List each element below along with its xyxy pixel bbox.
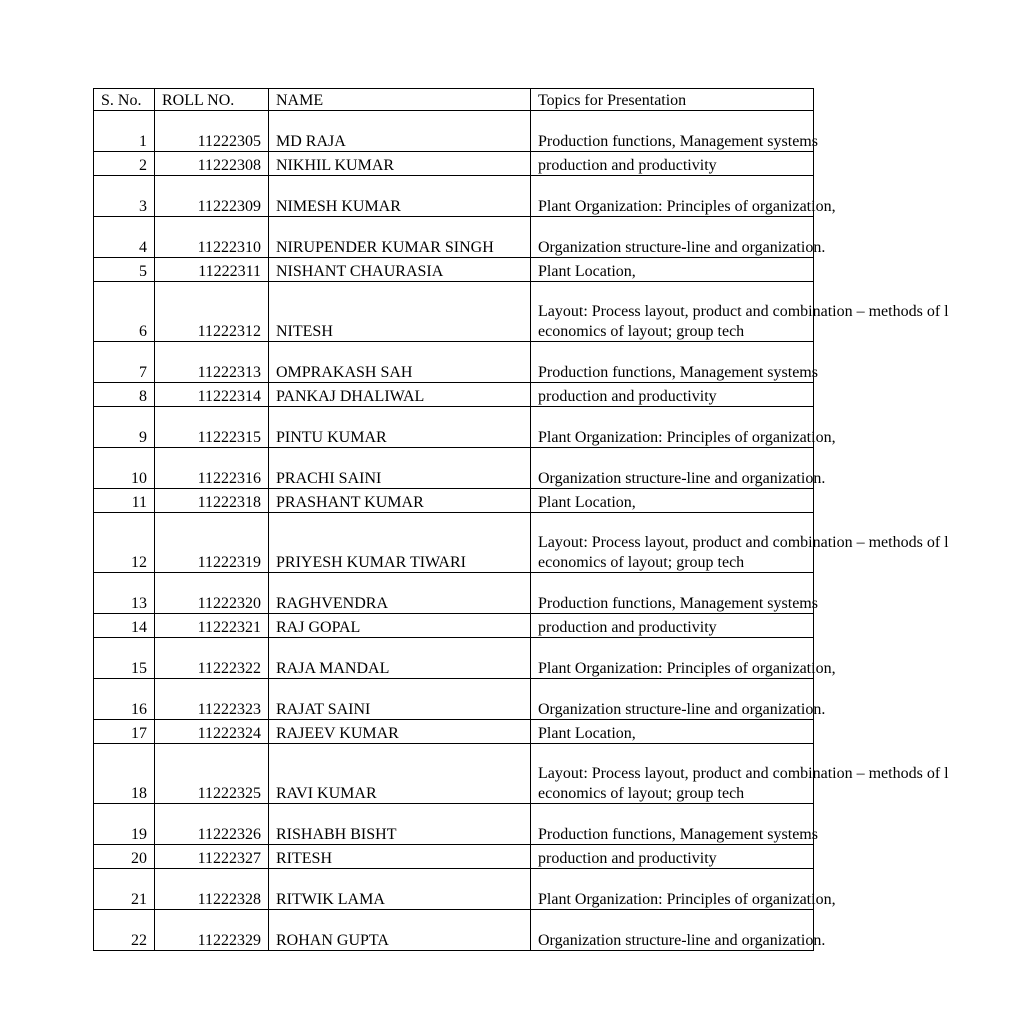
cell-name: RAJ GOPAL bbox=[269, 614, 531, 638]
header-roll-no: ROLL NO. bbox=[155, 89, 269, 111]
cell-sno: 11 bbox=[94, 489, 155, 513]
cell-roll-no: 11222323 bbox=[155, 679, 269, 720]
cell-topic bbox=[531, 176, 836, 217]
cell-topic bbox=[531, 407, 836, 448]
header-topics: Topics for Presentation bbox=[531, 89, 814, 111]
cell-topic bbox=[531, 111, 818, 152]
topic-text: Organization structure-line and organization. bbox=[538, 469, 826, 487]
cell-roll-no: 11222322 bbox=[155, 638, 269, 679]
cell-name: RAJEEV KUMAR bbox=[269, 720, 531, 744]
topic-text: Layout: Process layout, product and combination – methods of l economics of layout; group tech bbox=[538, 534, 949, 571]
cell-roll-no: 11222308 bbox=[155, 152, 269, 176]
table-row bbox=[94, 383, 814, 407]
cell-name: RAJA MANDAL bbox=[269, 638, 531, 679]
topic-text: production and productivity bbox=[538, 156, 717, 174]
table-row bbox=[94, 342, 814, 383]
cell-sno: 8 bbox=[94, 383, 155, 407]
cell-roll-no: 11222305 bbox=[155, 111, 269, 152]
topic-text: Layout: Process layout, product and combination – methods of l economics of layout; group tech bbox=[538, 765, 949, 802]
cell-roll-no: 11222309 bbox=[155, 176, 269, 217]
cell-sno: 5 bbox=[94, 258, 155, 282]
topic-text: production and productivity bbox=[538, 618, 717, 636]
cell-roll-no: 11222326 bbox=[155, 804, 269, 845]
cell-sno: 18 bbox=[94, 744, 155, 804]
cell-name: MD RAJA bbox=[269, 111, 531, 152]
cell-topic bbox=[531, 513, 949, 573]
cell-sno: 16 bbox=[94, 679, 155, 720]
table-row bbox=[94, 448, 814, 489]
cell-roll-no: 11222316 bbox=[155, 448, 269, 489]
topic-text: Production functions, Management systems bbox=[538, 825, 818, 843]
cell-sno: 22 bbox=[94, 910, 155, 951]
cell-sno: 17 bbox=[94, 720, 155, 744]
cell-topic bbox=[531, 573, 818, 614]
cell-roll-no: 11222325 bbox=[155, 744, 269, 804]
topic-text: Plant Location, bbox=[538, 724, 636, 742]
cell-topic bbox=[531, 804, 818, 845]
cell-name: OMPRAKASH SAH bbox=[269, 342, 531, 383]
cell-sno: 20 bbox=[94, 845, 155, 869]
cell-sno: 21 bbox=[94, 869, 155, 910]
cell-name: NITESH bbox=[269, 282, 531, 342]
cell-name: RISHABH BISHT bbox=[269, 804, 531, 845]
table-row bbox=[94, 845, 814, 869]
presentation-topics-table bbox=[93, 88, 949, 951]
topic-text: Organization structure-line and organization. bbox=[538, 238, 826, 256]
cell-name: RAVI KUMAR bbox=[269, 744, 531, 804]
cell-sno: 4 bbox=[94, 217, 155, 258]
cell-topic bbox=[531, 489, 814, 513]
cell-sno: 14 bbox=[94, 614, 155, 638]
cell-topic bbox=[531, 720, 814, 744]
cell-sno: 3 bbox=[94, 176, 155, 217]
topic-text: Plant Organization: Principles of organization, bbox=[538, 890, 836, 908]
cell-name: PRACHI SAINI bbox=[269, 448, 531, 489]
topic-text: Organization structure-line and organization. bbox=[538, 931, 826, 949]
cell-roll-no: 11222321 bbox=[155, 614, 269, 638]
cell-name: NISHANT CHAURASIA bbox=[269, 258, 531, 282]
table-row bbox=[94, 804, 814, 845]
topic-text: Plant Organization: Principles of organization, bbox=[538, 428, 836, 446]
spreadsheet-page bbox=[93, 88, 949, 951]
cell-roll-no: 11222310 bbox=[155, 217, 269, 258]
table-row bbox=[94, 111, 814, 152]
cell-sno: 6 bbox=[94, 282, 155, 342]
cell-sno: 9 bbox=[94, 407, 155, 448]
cell-sno: 12 bbox=[94, 513, 155, 573]
cell-name: PRIYESH KUMAR TIWARI bbox=[269, 513, 531, 573]
cell-name: PRASHANT KUMAR bbox=[269, 489, 531, 513]
cell-topic bbox=[531, 614, 814, 638]
cell-sno: 7 bbox=[94, 342, 155, 383]
cell-topic bbox=[531, 383, 814, 407]
cell-topic bbox=[531, 638, 836, 679]
table-row bbox=[94, 407, 814, 448]
cell-topic bbox=[531, 679, 826, 720]
cell-name: RITESH bbox=[269, 845, 531, 869]
cell-name: PANKAJ DHALIWAL bbox=[269, 383, 531, 407]
table-header-row bbox=[94, 89, 814, 111]
cell-roll-no: 11222324 bbox=[155, 720, 269, 744]
cell-name: NIRUPENDER KUMAR SINGH bbox=[269, 217, 531, 258]
table-row bbox=[94, 217, 814, 258]
topic-text: Plant Organization: Principles of organization, bbox=[538, 659, 836, 677]
header-name: NAME bbox=[269, 89, 531, 111]
topic-text: Layout: Process layout, product and combination – methods of l economics of layout; group tech bbox=[538, 303, 949, 340]
cell-sno: 19 bbox=[94, 804, 155, 845]
cell-name: ROHAN GUPTA bbox=[269, 910, 531, 951]
table-row bbox=[94, 910, 814, 951]
cell-name: RAGHVENDRA bbox=[269, 573, 531, 614]
cell-roll-no: 11222319 bbox=[155, 513, 269, 573]
cell-topic bbox=[531, 258, 814, 282]
cell-roll-no: 11222311 bbox=[155, 258, 269, 282]
cell-name: RAJAT SAINI bbox=[269, 679, 531, 720]
table-body bbox=[94, 111, 949, 951]
cell-roll-no: 11222328 bbox=[155, 869, 269, 910]
cell-topic bbox=[531, 448, 826, 489]
cell-topic bbox=[531, 152, 814, 176]
cell-topic bbox=[531, 744, 949, 804]
topic-text: production and productivity bbox=[538, 387, 717, 405]
table-row bbox=[94, 176, 814, 217]
table-row bbox=[94, 513, 814, 573]
cell-topic bbox=[531, 217, 826, 258]
table-row bbox=[94, 152, 814, 176]
topic-text: Plant Location, bbox=[538, 493, 636, 511]
table-row bbox=[94, 614, 814, 638]
cell-topic bbox=[531, 910, 826, 951]
table-row bbox=[94, 573, 814, 614]
table-row bbox=[94, 282, 814, 342]
cell-name: RITWIK LAMA bbox=[269, 869, 531, 910]
cell-sno: 2 bbox=[94, 152, 155, 176]
cell-topic bbox=[531, 845, 814, 869]
cell-roll-no: 11222312 bbox=[155, 282, 269, 342]
topic-text: Plant Location, bbox=[538, 262, 636, 280]
table-row bbox=[94, 869, 814, 910]
topic-text: Organization structure-line and organization. bbox=[538, 700, 826, 718]
cell-roll-no: 11222318 bbox=[155, 489, 269, 513]
table-row bbox=[94, 258, 814, 282]
topic-text: Production functions, Management systems bbox=[538, 132, 818, 150]
cell-roll-no: 11222329 bbox=[155, 910, 269, 951]
topic-text: Production functions, Management systems bbox=[538, 594, 818, 612]
table-row bbox=[94, 679, 814, 720]
cell-roll-no: 11222315 bbox=[155, 407, 269, 448]
table-row bbox=[94, 720, 814, 744]
cell-roll-no: 11222313 bbox=[155, 342, 269, 383]
cell-name: NIKHIL KUMAR bbox=[269, 152, 531, 176]
table-row bbox=[94, 489, 814, 513]
cell-roll-no: 11222327 bbox=[155, 845, 269, 869]
topic-text: production and productivity bbox=[538, 849, 717, 867]
table-row bbox=[94, 638, 814, 679]
cell-roll-no: 11222314 bbox=[155, 383, 269, 407]
topic-text: Production functions, Management systems bbox=[538, 363, 818, 381]
cell-topic bbox=[531, 282, 949, 342]
cell-name: NIMESH KUMAR bbox=[269, 176, 531, 217]
cell-sno: 1 bbox=[94, 111, 155, 152]
table-row bbox=[94, 744, 814, 804]
cell-sno: 15 bbox=[94, 638, 155, 679]
cell-topic bbox=[531, 869, 836, 910]
header-sno: S. No. bbox=[94, 89, 155, 111]
cell-roll-no: 11222320 bbox=[155, 573, 269, 614]
topic-text: Plant Organization: Principles of organization, bbox=[538, 197, 836, 215]
cell-sno: 13 bbox=[94, 573, 155, 614]
cell-name: PINTU KUMAR bbox=[269, 407, 531, 448]
cell-sno: 10 bbox=[94, 448, 155, 489]
cell-topic bbox=[531, 342, 818, 383]
